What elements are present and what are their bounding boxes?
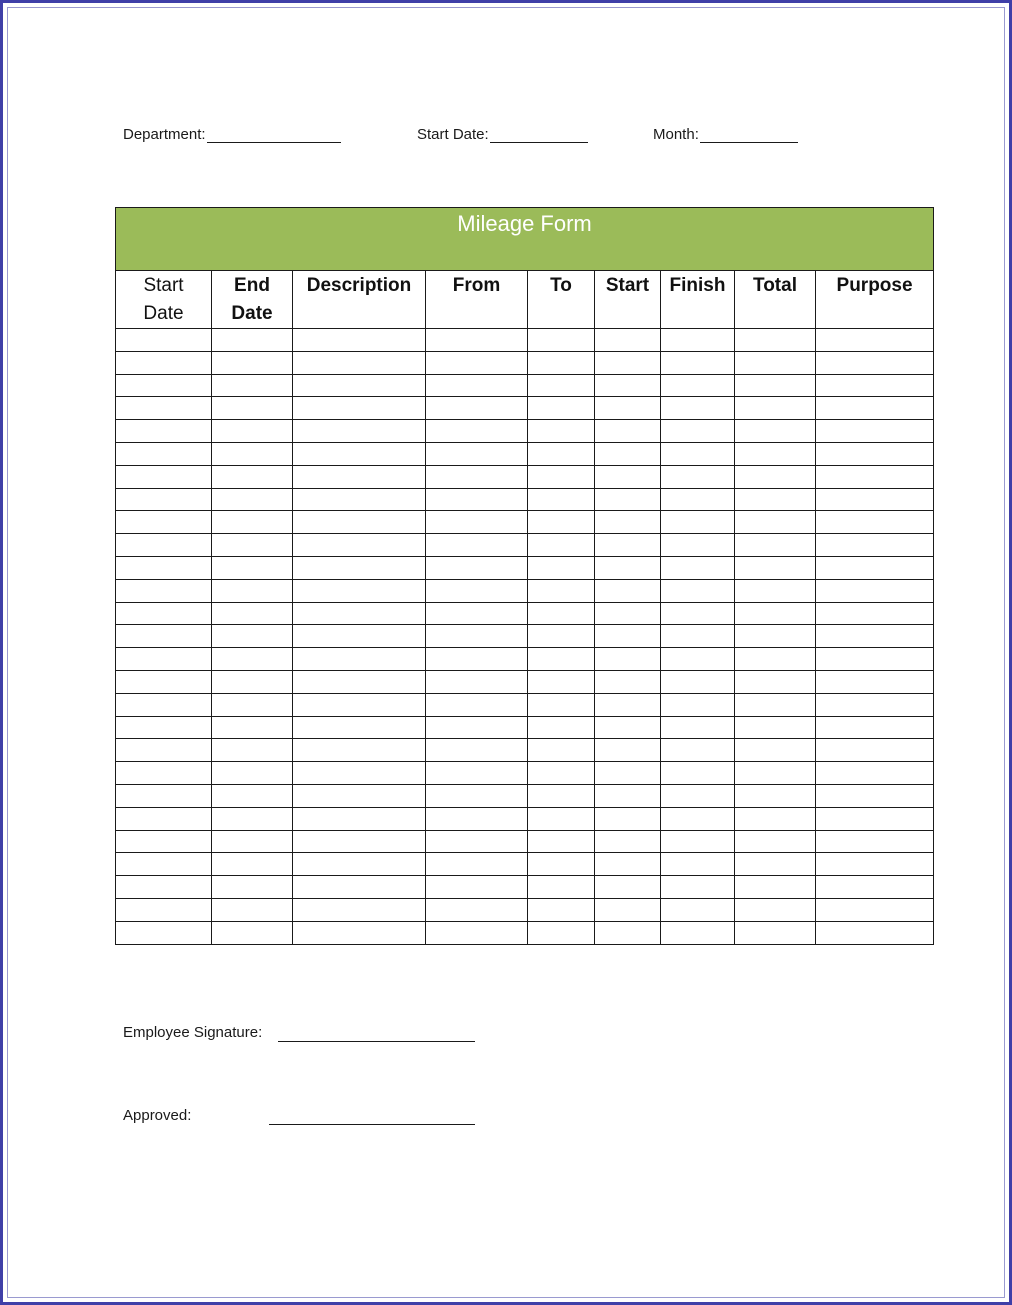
table-cell[interactable] [528, 511, 595, 534]
table-cell[interactable] [426, 625, 528, 648]
table-cell[interactable] [293, 807, 426, 830]
table-cell[interactable] [735, 488, 816, 511]
table-cell[interactable] [735, 670, 816, 693]
table-cell[interactable] [661, 329, 735, 352]
table-cell[interactable] [116, 921, 212, 944]
start-date-label: Start Date: [417, 126, 489, 143]
table-cell[interactable] [116, 397, 212, 420]
table-cell[interactable] [528, 876, 595, 899]
table-row [116, 579, 934, 602]
table-cell[interactable] [116, 693, 212, 716]
table-cell[interactable] [595, 329, 661, 352]
table-cell[interactable] [595, 830, 661, 853]
table-cell[interactable] [595, 556, 661, 579]
table-cell[interactable] [816, 556, 934, 579]
table-cell[interactable] [212, 876, 293, 899]
table-cell[interactable] [595, 374, 661, 397]
table-cell[interactable] [116, 351, 212, 374]
table-cell[interactable] [116, 830, 212, 853]
table-cell[interactable] [661, 602, 735, 625]
table-cell[interactable] [212, 397, 293, 420]
table-cell[interactable] [661, 534, 735, 557]
table-cell[interactable] [116, 579, 212, 602]
table-cell[interactable] [528, 670, 595, 693]
table-cell[interactable] [212, 739, 293, 762]
table-cell[interactable] [212, 351, 293, 374]
table-cell[interactable] [528, 329, 595, 352]
table-cell[interactable] [212, 898, 293, 921]
table-cell[interactable] [661, 648, 735, 671]
column-header-description: Description [293, 271, 426, 329]
table-cell[interactable] [661, 351, 735, 374]
table-cell[interactable] [661, 830, 735, 853]
mileage-table [115, 207, 934, 945]
table-cell[interactable] [528, 351, 595, 374]
table-cell[interactable] [212, 329, 293, 352]
table-cell[interactable] [735, 397, 816, 420]
table-cell[interactable] [735, 579, 816, 602]
column-header-from: From [426, 271, 528, 329]
table-cell[interactable] [735, 442, 816, 465]
department-field[interactable] [123, 126, 341, 143]
table-row [116, 830, 934, 853]
table-cell[interactable] [116, 488, 212, 511]
table-cell[interactable] [426, 807, 528, 830]
table-cell[interactable] [293, 556, 426, 579]
table-cell[interactable] [212, 716, 293, 739]
table-cell[interactable] [595, 762, 661, 785]
table-cell[interactable] [816, 625, 934, 648]
table-cell[interactable] [293, 876, 426, 899]
table-cell[interactable] [212, 625, 293, 648]
table-cell[interactable] [212, 602, 293, 625]
table-cell[interactable] [426, 716, 528, 739]
employee-signature-label: Employee Signature: [123, 1024, 263, 1041]
table-cell[interactable] [816, 442, 934, 465]
table-cell[interactable] [116, 807, 212, 830]
table-cell[interactable] [735, 420, 816, 443]
table-cell[interactable] [426, 830, 528, 853]
table-row [116, 329, 934, 352]
table-cell[interactable] [212, 465, 293, 488]
table-cell[interactable] [426, 693, 528, 716]
table-cell[interactable] [426, 602, 528, 625]
table-cell[interactable] [816, 762, 934, 785]
approved-signature-line[interactable] [269, 1111, 475, 1125]
table-cell[interactable] [735, 876, 816, 899]
table-cell[interactable] [661, 716, 735, 739]
table-cell[interactable] [816, 853, 934, 876]
table-cell[interactable] [735, 898, 816, 921]
table-cell[interactable] [816, 420, 934, 443]
column-header-start: Start [595, 271, 661, 329]
table-body [116, 329, 934, 945]
table-row [116, 898, 934, 921]
table-row [116, 374, 934, 397]
column-header-to: To [528, 271, 595, 329]
table-cell[interactable] [528, 921, 595, 944]
table-cell[interactable] [528, 488, 595, 511]
table-cell[interactable] [735, 921, 816, 944]
table-row [116, 762, 934, 785]
approved-label: Approved: [123, 1107, 192, 1124]
table-cell[interactable] [735, 830, 816, 853]
table-cell[interactable] [595, 420, 661, 443]
department-blank[interactable] [207, 130, 341, 143]
table-cell[interactable] [528, 853, 595, 876]
table-cell[interactable] [426, 670, 528, 693]
table-cell[interactable] [212, 556, 293, 579]
table-cell[interactable] [735, 556, 816, 579]
table-cell[interactable] [595, 921, 661, 944]
table-cell[interactable] [293, 625, 426, 648]
table-cell[interactable] [735, 784, 816, 807]
table-cell[interactable] [293, 511, 426, 534]
table-cell[interactable] [735, 465, 816, 488]
table-cell[interactable] [116, 876, 212, 899]
table-cell[interactable] [212, 442, 293, 465]
table-cell[interactable] [116, 556, 212, 579]
table-cell[interactable] [212, 670, 293, 693]
month-blank[interactable] [700, 130, 798, 143]
table-cell[interactable] [595, 648, 661, 671]
table-cell[interactable] [528, 420, 595, 443]
table-cell[interactable] [116, 716, 212, 739]
table-cell[interactable] [426, 397, 528, 420]
table-cell[interactable] [528, 625, 595, 648]
table-cell[interactable] [528, 716, 595, 739]
column-header-start-date: Start Date [116, 271, 212, 329]
table-row [116, 716, 934, 739]
table-row [116, 602, 934, 625]
table-cell[interactable] [595, 853, 661, 876]
table-cell[interactable] [426, 442, 528, 465]
table-cell[interactable] [528, 397, 595, 420]
table-cell[interactable] [293, 579, 426, 602]
table-cell[interactable] [595, 716, 661, 739]
table-cell[interactable] [426, 556, 528, 579]
table-cell[interactable] [212, 853, 293, 876]
table-cell[interactable] [661, 397, 735, 420]
table-cell[interactable] [661, 739, 735, 762]
table-cell[interactable] [816, 602, 934, 625]
table-row [116, 807, 934, 830]
table-cell[interactable] [116, 420, 212, 443]
table-row [116, 876, 934, 899]
table-cell[interactable] [661, 420, 735, 443]
table-cell[interactable] [116, 442, 212, 465]
table-cell[interactable] [528, 693, 595, 716]
column-header-end-date: End Date [212, 271, 293, 329]
table-cell[interactable] [661, 556, 735, 579]
table-cell[interactable] [595, 739, 661, 762]
table-cell[interactable] [528, 762, 595, 785]
table-cell[interactable] [595, 693, 661, 716]
table-cell[interactable] [426, 329, 528, 352]
table-cell[interactable] [735, 648, 816, 671]
table-cell[interactable] [528, 784, 595, 807]
table-cell[interactable] [293, 762, 426, 785]
table-cell[interactable] [735, 602, 816, 625]
table-cell[interactable] [595, 579, 661, 602]
table-cell[interactable] [116, 898, 212, 921]
table-cell[interactable] [293, 830, 426, 853]
table-row [116, 625, 934, 648]
table-cell[interactable] [426, 579, 528, 602]
table-cell[interactable] [426, 784, 528, 807]
table-cell[interactable] [426, 534, 528, 557]
table-row [116, 648, 934, 671]
table-cell[interactable] [595, 397, 661, 420]
table-cell[interactable] [661, 693, 735, 716]
table-cell[interactable] [528, 556, 595, 579]
table-cell[interactable] [212, 420, 293, 443]
start-date-blank[interactable] [490, 130, 588, 143]
table-cell[interactable] [528, 739, 595, 762]
table-cell[interactable] [293, 374, 426, 397]
table-cell[interactable] [816, 397, 934, 420]
table-cell[interactable] [816, 739, 934, 762]
table-cell[interactable] [293, 534, 426, 557]
table-cell[interactable] [426, 648, 528, 671]
table-cell[interactable] [293, 898, 426, 921]
table-cell[interactable] [735, 625, 816, 648]
employee-signature-line[interactable] [278, 1028, 475, 1042]
table-cell[interactable] [293, 716, 426, 739]
table-cell[interactable] [735, 739, 816, 762]
table-cell[interactable] [426, 898, 528, 921]
table-cell[interactable] [735, 807, 816, 830]
table-cell[interactable] [816, 693, 934, 716]
table-row [116, 420, 934, 443]
table-cell[interactable] [116, 648, 212, 671]
table-cell[interactable] [293, 465, 426, 488]
table-cell[interactable] [735, 511, 816, 534]
table-cell[interactable] [735, 374, 816, 397]
table-cell[interactable] [426, 853, 528, 876]
table-cell[interactable] [426, 465, 528, 488]
table-cell[interactable] [595, 351, 661, 374]
table-cell[interactable] [212, 534, 293, 557]
table-cell[interactable] [426, 739, 528, 762]
table-cell[interactable] [735, 351, 816, 374]
table-cell[interactable] [816, 579, 934, 602]
table-cell[interactable] [595, 465, 661, 488]
table-row [116, 511, 934, 534]
table-row [116, 784, 934, 807]
table-cell[interactable] [816, 648, 934, 671]
table-cell[interactable] [595, 876, 661, 899]
table-cell[interactable] [528, 534, 595, 557]
table-row [116, 397, 934, 420]
table-cell[interactable] [528, 374, 595, 397]
table-cell[interactable] [816, 784, 934, 807]
table-row [116, 351, 934, 374]
table-cell[interactable] [661, 762, 735, 785]
table-cell[interactable] [661, 784, 735, 807]
month-label: Month: [653, 126, 699, 143]
table-cell[interactable] [212, 693, 293, 716]
table-cell[interactable] [661, 898, 735, 921]
table-cell[interactable] [116, 739, 212, 762]
table-cell[interactable] [528, 579, 595, 602]
table-cell[interactable] [293, 351, 426, 374]
table-cell[interactable] [116, 853, 212, 876]
table-cell[interactable] [116, 670, 212, 693]
table-cell[interactable] [116, 625, 212, 648]
table-cell[interactable] [212, 830, 293, 853]
start-date-field[interactable] [417, 126, 588, 143]
table-cell[interactable] [816, 876, 934, 899]
table-cell[interactable] [735, 534, 816, 557]
table-cell[interactable] [661, 853, 735, 876]
table-cell[interactable] [212, 511, 293, 534]
table-cell[interactable] [116, 784, 212, 807]
table-cell[interactable] [528, 807, 595, 830]
table-cell[interactable] [212, 374, 293, 397]
table-row [116, 534, 934, 557]
table-cell[interactable] [116, 329, 212, 352]
table-cell[interactable] [212, 921, 293, 944]
table-cell[interactable] [528, 830, 595, 853]
table-cell[interactable] [816, 351, 934, 374]
table-cell[interactable] [293, 420, 426, 443]
table-cell[interactable] [528, 442, 595, 465]
table-cell[interactable] [735, 716, 816, 739]
table-cell[interactable] [661, 511, 735, 534]
table-row [116, 739, 934, 762]
table-cell[interactable] [816, 807, 934, 830]
table-cell[interactable] [212, 807, 293, 830]
table-cell[interactable] [212, 762, 293, 785]
table-cell[interactable] [426, 374, 528, 397]
table-cell[interactable] [816, 465, 934, 488]
table-cell[interactable] [816, 921, 934, 944]
column-header-finish: Finish [661, 271, 735, 329]
table-cell[interactable] [426, 488, 528, 511]
table-cell[interactable] [528, 465, 595, 488]
table-cell[interactable] [816, 488, 934, 511]
table-cell[interactable] [816, 374, 934, 397]
table-row [116, 921, 934, 944]
table-cell[interactable] [116, 511, 212, 534]
table-cell[interactable] [595, 807, 661, 830]
table-cell[interactable] [595, 442, 661, 465]
table-cell[interactable] [426, 420, 528, 443]
table-row [116, 488, 934, 511]
table-cell[interactable] [293, 739, 426, 762]
table-cell[interactable] [293, 442, 426, 465]
table-cell[interactable] [661, 374, 735, 397]
table-cell[interactable] [661, 876, 735, 899]
table-cell[interactable] [661, 921, 735, 944]
table-cell[interactable] [816, 329, 934, 352]
table-cell[interactable] [293, 648, 426, 671]
table-cell[interactable] [293, 670, 426, 693]
table-cell[interactable] [426, 351, 528, 374]
table-cell[interactable] [426, 511, 528, 534]
table-cell[interactable] [212, 784, 293, 807]
table-cell[interactable] [293, 397, 426, 420]
table-cell[interactable] [116, 374, 212, 397]
table-cell[interactable] [735, 853, 816, 876]
table-cell[interactable] [293, 693, 426, 716]
column-header-total: Total [735, 271, 816, 329]
table-row [116, 670, 934, 693]
table-cell[interactable] [595, 511, 661, 534]
table-cell[interactable] [293, 329, 426, 352]
table-cell[interactable] [816, 511, 934, 534]
table-cell[interactable] [595, 784, 661, 807]
table-cell[interactable] [661, 579, 735, 602]
table-cell[interactable] [293, 921, 426, 944]
table-row [116, 853, 934, 876]
table-cell[interactable] [595, 625, 661, 648]
table-cell[interactable] [528, 602, 595, 625]
table-cell[interactable] [293, 853, 426, 876]
table-cell[interactable] [426, 876, 528, 899]
table-cell[interactable] [816, 534, 934, 557]
table-cell[interactable] [735, 762, 816, 785]
table-cell[interactable] [661, 442, 735, 465]
table-cell[interactable] [212, 488, 293, 511]
form-title: Mileage Form [116, 208, 934, 271]
table-cell[interactable] [293, 784, 426, 807]
table-cell[interactable] [661, 625, 735, 648]
table-cell[interactable] [116, 762, 212, 785]
table-cell[interactable] [293, 488, 426, 511]
table-cell[interactable] [426, 921, 528, 944]
table-cell[interactable] [528, 648, 595, 671]
table-cell[interactable] [816, 830, 934, 853]
table-cell[interactable] [595, 602, 661, 625]
table-row [116, 442, 934, 465]
table-row [116, 465, 934, 488]
table-cell[interactable] [661, 465, 735, 488]
table-cell[interactable] [116, 534, 212, 557]
table-cell[interactable] [735, 329, 816, 352]
table-cell[interactable] [212, 648, 293, 671]
table-cell[interactable] [816, 670, 934, 693]
table-row [116, 556, 934, 579]
table-cell[interactable] [212, 579, 293, 602]
column-header-purpose: Purpose [816, 271, 934, 329]
table-cell[interactable] [595, 534, 661, 557]
table-cell[interactable] [528, 898, 595, 921]
table-cell[interactable] [661, 670, 735, 693]
table-cell[interactable] [293, 602, 426, 625]
table-cell[interactable] [816, 898, 934, 921]
table-cell[interactable] [816, 716, 934, 739]
table-cell[interactable] [426, 762, 528, 785]
table-cell[interactable] [661, 488, 735, 511]
table-cell[interactable] [595, 488, 661, 511]
department-label: Department: [123, 126, 206, 143]
table-row [116, 693, 934, 716]
table-cell[interactable] [735, 693, 816, 716]
table-cell[interactable] [661, 807, 735, 830]
table-cell[interactable] [116, 602, 212, 625]
table-cell[interactable] [116, 465, 212, 488]
table-cell[interactable] [595, 898, 661, 921]
table-cell[interactable] [595, 670, 661, 693]
month-field[interactable] [653, 126, 798, 143]
